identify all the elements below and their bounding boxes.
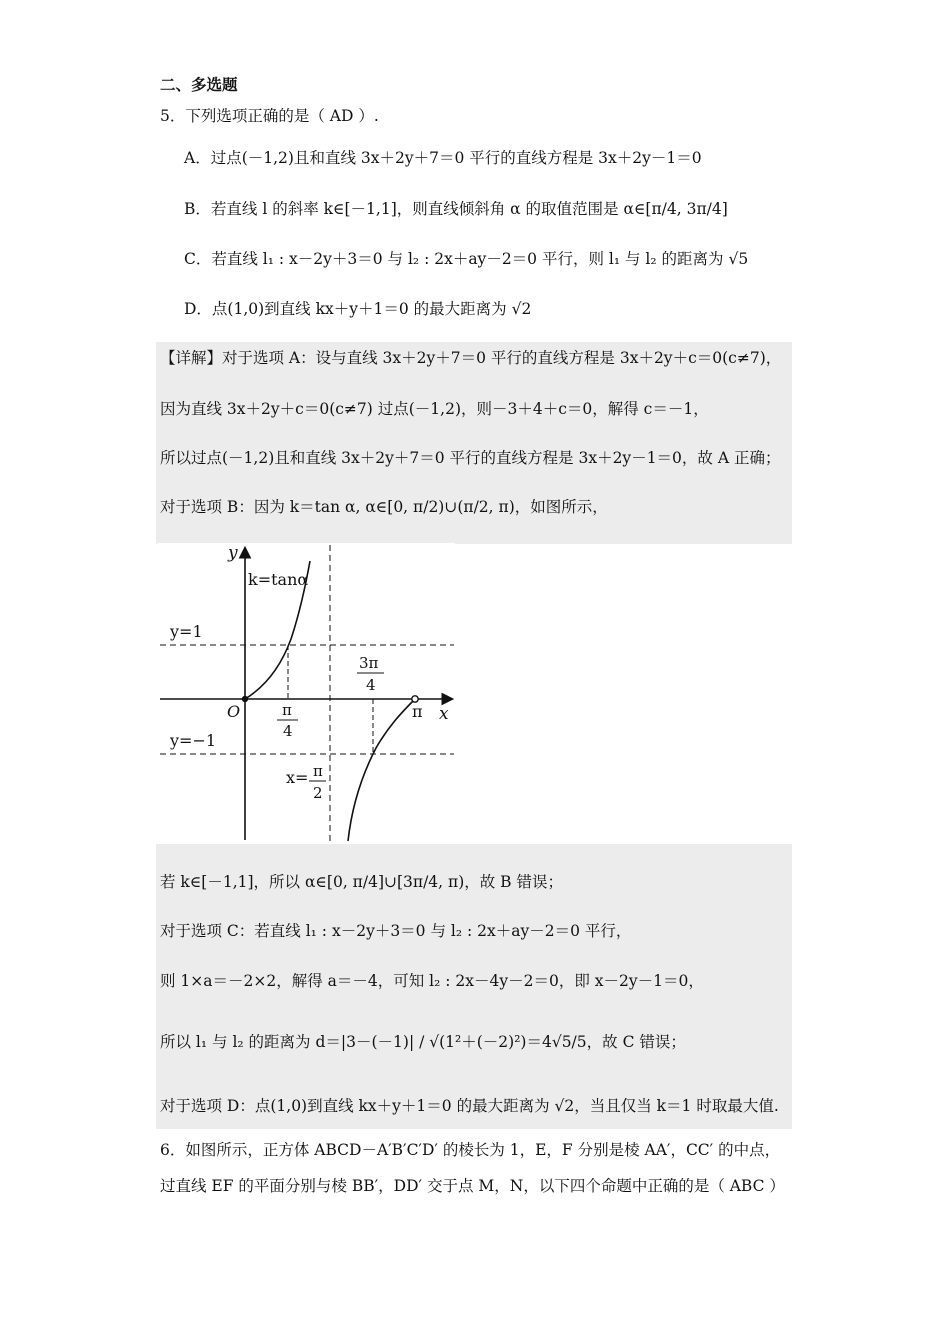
asymptote-label-lhs: x=	[286, 768, 309, 787]
asymptote-numerator: π	[313, 762, 323, 780]
asymptote-denominator: 2	[313, 784, 323, 802]
ym1-label: y=−1	[170, 731, 217, 750]
q5-stem: 5．下列选项正确的是（ AD ）.	[160, 107, 379, 125]
solution-line-7: 则 1×a＝－2×2，解得 a＝－4，可知 l₂ : 2x－4y－2＝0，即 x－2y－1＝0，	[160, 972, 704, 990]
solution-line-6: 对于选项 C：若直线 l₁ : x－2y＋3＝0 与 l₂ : 2x＋ay－2＝0 平行，	[160, 922, 632, 940]
curve-label: k=tanα	[248, 570, 309, 589]
three-pi4-denominator: 4	[366, 676, 376, 694]
origin-dot	[242, 696, 248, 702]
tan-curve-right	[348, 699, 415, 841]
solution-line-3: 所以过点(－1,2)且和直线 3x＋2y＋7＝0 平行的直线方程是 3x＋2y－1＝0，故 A 正确；	[160, 449, 781, 467]
tan-graph	[158, 543, 455, 844]
solution-line-8: 所以 l₁ 与 l₂ 的距离为 d＝|3－(－1)| / √(1²＋(－2)²)＝4√5/5，故 C 错误；	[160, 1033, 686, 1051]
q5-option-b: B．若直线 l 的斜率 k∈[－1,1]，则直线倾斜角 α 的取值范围是 α∈[π/4, 3π/4]	[184, 200, 728, 218]
q6-line-2: 过直线 EF 的平面分别与棱 BB′，DD′ 交于点 M，N，以下四个命题中正确的是（ ABC ）	[160, 1177, 785, 1195]
q6-line-1: 6．如图所示，正方体 ABCD－A′B′C′D′ 的棱长为 1，E，F 分别是棱 AA′，CC′ 的中点，	[160, 1141, 781, 1159]
pi4-denominator: 4	[283, 722, 293, 740]
origin-label: O	[227, 702, 241, 721]
solution-line-2: 因为直线 3x＋2y＋c＝0(c≠7) 过点(－1,2)，则－3＋4＋c＝0，解得 c＝－1，	[160, 400, 709, 418]
q5-option-c: C．若直线 l₁ : x－2y＋3＝0 与 l₂ : 2x＋ay－2＝0 平行，则 l₁ 与 l₂ 的距离为 √5	[184, 250, 749, 268]
y-axis-label: y	[228, 543, 238, 563]
q5-option-d: D．点(1,0)到直线 kx＋y＋1＝0 的最大距离为 √2	[184, 300, 532, 318]
section-title: 二、多选题	[160, 75, 238, 94]
y1-label: y=1	[170, 622, 203, 641]
solution-line-5: 若 k∈[－1,1]，所以 α∈[0, π/4]∪[3π/4, π)，故 B 错误；	[160, 873, 563, 891]
q5-option-a: A．过点(－1,2)且和直线 3x＋2y＋7＝0 平行的直线方程是 3x＋2y－1＝0	[184, 149, 702, 167]
solution-line-4: 对于选项 B：因为 k＝tan α, α∈[0, π/2)∪(π/2, π)，如图所示，	[160, 498, 608, 516]
pi4-numerator: π	[282, 701, 292, 719]
solution-line-1: 【详解】对于选项 A：设与直线 3x＋2y＋7＝0 平行的直线方程是 3x＋2y＋c＝0(c≠7)，	[160, 349, 782, 367]
solution-line-9: 对于选项 D：点(1,0)到直线 kx＋y＋1＝0 的最大距离为 √2，当且仅当 k＝1 时取最大值.	[160, 1097, 779, 1115]
pi-label: π	[412, 702, 423, 721]
x-axis-label: x	[439, 704, 449, 724]
three-pi4-numerator: 3π	[359, 654, 379, 672]
